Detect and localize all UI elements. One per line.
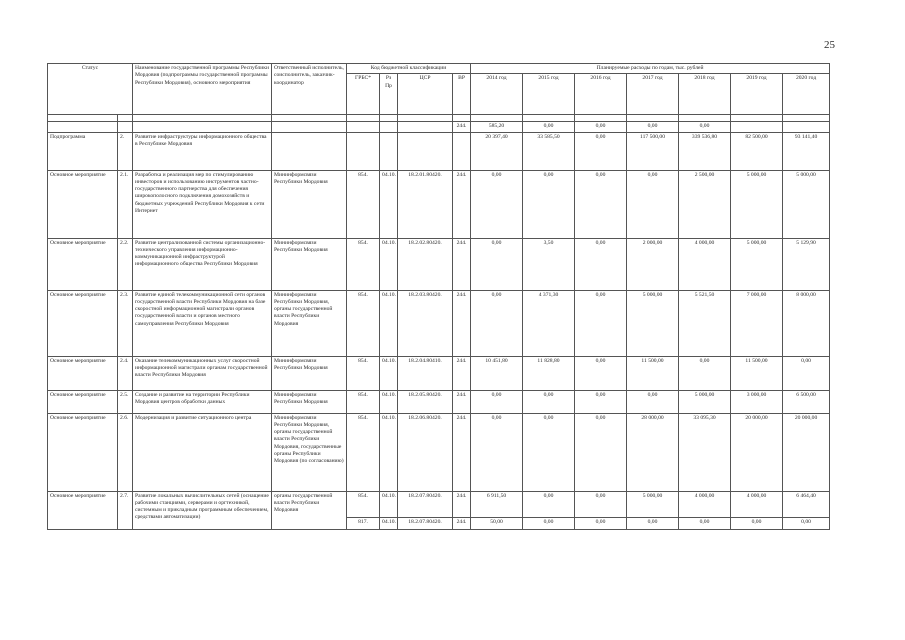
header-responsible: Ответственный исполнитель, соисполнитель, заказчик-координатор [272, 64, 347, 115]
header-status: Статус [48, 64, 133, 115]
header-expenses: Планируемые расходы по годам, тыс. рублей [471, 64, 830, 74]
table-row: Основное мероприятие 2.6. Модернизация и развитие ситуационного центра Мининформсвязи Республики Мордовия, органы государственной власти Республики Мордовия, государственные органы Республики Мордовия (по согласованию) 854. 04.10. 18.2.06.80420. 244. 0,00 0,00 0,00 28 000,00 33 095,30 20 000,00 20 000,00 [48, 413, 830, 491]
header-year: 2018 год [679, 74, 731, 115]
header-rz-pr: Рз Пр [380, 74, 398, 115]
header-budget-code: Код бюджетной классификации [347, 64, 471, 74]
table-row: Основное мероприятие 2.7. Развитие локальных вычислительных сетей (оснащение рабочими станциями, серверами и оргтехникой, системным и прикладным программным обеспечением, средствами автоматизации) органы государственной власти Республики Мордовия 854. 04.10. 18.2.07.80420. 244. 6 911,50 0,00 0,00 5 000,00 4 000,00 4 000,00 6 464,40 [48, 491, 830, 517]
header-name: Наименование государственной программы Республики Мордовия (подпрограммы государственной программы Республики Мордовия), основного мероприятия [133, 64, 272, 115]
table-row: 244. 585,20 0,00 0,00 0,00 0,00 [48, 122, 830, 132]
header-year: 2014 год [471, 74, 523, 115]
header-year: 2017 год [627, 74, 679, 115]
header-csr: ЦСР [398, 74, 453, 115]
header-year: 2019 год [731, 74, 783, 115]
table-row: Подпрограмма 2. Развитие инфраструктуры информационного общества в Республике Мордовия 20 397,40 33 585,50 0,00 117 500,00 339 536,80 82 500,00 93 141,40 [48, 132, 830, 170]
header-year: 2015 год [523, 74, 575, 115]
header-year: 2020 год [783, 74, 830, 115]
page-number: 25 [824, 39, 835, 51]
header-year: 2016 год [575, 74, 627, 115]
table-row: Основное мероприятие 2.5. Создание и развитие на территории Республики Мордовия центров обработки данных Мининформсвязи Республики Мордовия 854. 04.10. 18.2.05.80420. 244. 0,00 0,00 0,00 0,00 5 000,00 3 000,00 6 500,00 [48, 390, 830, 413]
table-row: 817. 04.10. 18.2.07.80420. 244. 50,00 0,00 0,00 0,00 0,00 0,00 0,00 [48, 517, 830, 529]
table-row: Основное мероприятие 2.4. Оказание телекоммуникационных услуг скоростной информационной магистрали органам государственной власти Республики Мордовия Мининформсвязи Республики Мордовия 854. 04.10. 18.2.04.80410. 244. 10 451,80 11 828,80 0,00 11 500,00 0,00 11 500,00 0,00 [48, 356, 830, 390]
budget-table [47, 63, 830, 530]
table-row: Основное мероприятие 2.3. Развитие единой телекоммуникационной сети органов государственной власти Республики Мордовия на базе скоростной информационной магистрали органов государственной власти и органов местного самоуправления Республики Мордовия Мининформсвязи Республики Мордовия, органы государственной власти Республики Мордовия 854. 04.10. 18.2.03.80420. 244. 0,00 4 371,30 0,00 5 000,00 5 521,50 7 000,00 8 000,00 [48, 290, 830, 356]
table-row: Основное мероприятие 2.1. Разработка и реализация мер по стимулированию инвесторов и использованию инструментов частно-государственного партнерства для обеспечения широкополосного подключения домохозяйств и бюджетных учреждений Республики Мордовия к сети Интернет Мининформсвязи Республики Мордовия 854. 04.10. 18.2.01.80420. 244. 0,00 0,00 0,00 0,00 2 500,00 5 000,00 5 000,00 [48, 170, 830, 238]
header-grbs: ГРБС* [347, 74, 380, 115]
header-vr: ВР [453, 74, 471, 115]
table-row: Основное мероприятие 2.2. Развитие централизованной системы организационно-технического управления информационно-коммуникационной инфраструктурой информационного общества Республики Мордовия Мининформсвязи Республики Мордовия 854. 04.10. 18.2.02.80420. 244. 0,00 3,50 0,00 2 000,00 4 000,00 5 000,00 5 129,90 [48, 238, 830, 290]
